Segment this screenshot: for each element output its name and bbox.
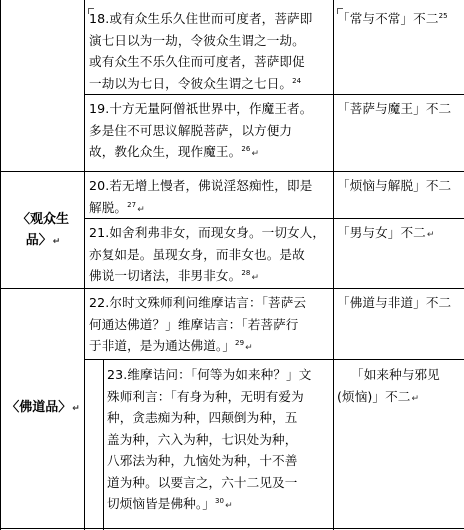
pair-cell-23: 「如来种与邪见 (烦恼)」不二↵ bbox=[337, 364, 464, 410]
passage-line: 何通达佛道？」维摩诘言：「若菩萨行 bbox=[89, 316, 299, 332]
passage-cell-19: 19.十方无量阿僧祇世界中，作魔王者。 多是住不可思议解脱菩萨，以方便力 故，教化众生，现作魔王。$^{26}$↵ bbox=[89, 98, 332, 166]
column-divider-section bbox=[84, 0, 85, 530]
footnote-ref: 28 bbox=[241, 268, 251, 277]
pair-label: (烦恼)」不二 bbox=[337, 388, 411, 404]
passage-line: 盖为种，六入为种，七识处为种， bbox=[107, 431, 298, 447]
passage-cell-23: 23.维摩诘问：「何等为如来种？」文 殊师利言：「有身为种，无明有爱为 种，贪恚痴为种，四颠倒为种，五 盖为种，六入为种，七识处为种， 八邪法为种，九恼处为种，十不善 道为种。以要言之，六十二见及一 切烦恼皆是佛种。」$^{30}$↵ bbox=[107, 364, 332, 518]
passage-line: 亦复如是。虽现女身，而非女也。是故 bbox=[89, 246, 305, 262]
passage-line: 19.十方无量阿僧祇世界中，作魔王者。 bbox=[89, 101, 313, 116]
passage-line: 多是住不可思议解脱菩萨，以方便力 bbox=[89, 122, 293, 138]
table-border-left bbox=[0, 0, 1, 530]
pair-label: 「烦恼与解脱」不二 bbox=[337, 178, 452, 193]
passage-line: 演七日以为一劫，令彼众生谓之一劫。 bbox=[89, 32, 305, 48]
passage-cell-18 bbox=[89, 8, 332, 94]
passage-cell-22: 22.尔时文殊师利问维摩诘言：「菩萨云 何通达佛道？」维摩诘言：「若菩萨行 于非道，是为通达佛道。」$^{29}$↵ bbox=[89, 292, 332, 360]
passage-line: 佛说一切诸法，非男非女。 bbox=[89, 268, 242, 283]
pair-label: 「佛道与非道」不二 bbox=[337, 295, 452, 310]
footnote-ref: 27 bbox=[127, 200, 137, 209]
pair-cell-19 bbox=[337, 98, 464, 120]
footnote-ref: 29 bbox=[235, 338, 245, 347]
column-divider-row23 bbox=[103, 360, 104, 530]
pair-cell-18 bbox=[337, 8, 464, 30]
passage-line: 22.尔时文殊师利问维摩诘言：「菩萨云 bbox=[89, 295, 307, 310]
footnote-ref: 25 bbox=[438, 11, 448, 20]
passage-line: 切烦恼皆是佛种。」 bbox=[107, 496, 215, 511]
passage-line: 道为种。以要言之，六十二见及一 bbox=[107, 474, 298, 490]
passage-line: 于非道，是为通达佛道。」 bbox=[89, 338, 236, 353]
pair-label: 「菩萨与魔王」不二 bbox=[337, 101, 452, 116]
section-label-fodao: 〈佛道品〉↵ bbox=[6, 400, 80, 415]
passage-line: 23.维摩诘问：「何等为如来种？」文 bbox=[107, 367, 312, 382]
pair-cell-20 bbox=[337, 175, 464, 197]
pair-label: 「男与女」不二 bbox=[337, 225, 426, 240]
passage-line: 21.如舍利弗非女，而现女身。一切女人， bbox=[89, 225, 326, 240]
passage-line: 一劫以为七日，令彼众生谓之七日。 bbox=[89, 75, 293, 91]
footnote-ref: 24 bbox=[292, 76, 302, 85]
pair-cell-22 bbox=[337, 292, 464, 314]
row-divider bbox=[84, 94, 464, 95]
passage-line: 殊师利言：「有身为种，无明有爱为 bbox=[107, 388, 304, 404]
passage-line: 八邪法为种，九恼处为种，十不善 bbox=[107, 453, 298, 468]
passage-line: 20.若无增上慢者，佛说淫怒痴性，即是 bbox=[89, 178, 313, 193]
section-divider bbox=[0, 171, 464, 172]
passage-cell-20: 20.若无增上慢者，佛说淫怒痴性，即是 解脱。$^{27}$↵ bbox=[89, 175, 332, 221]
column-divider-pair bbox=[333, 0, 334, 530]
passage-cell-21: 21.如舍利弗非女，而现女身。一切女人， 亦复如是。虽现女身，而非女也。是故 佛说一切诸法，非男非女。$^{28}$↵ bbox=[89, 222, 332, 290]
passage-line: 18.或有众生乐久住世而可度者，菩萨即 bbox=[89, 11, 313, 26]
passage-line: 或有众生不乐久住而可度者，菩萨即促 bbox=[89, 54, 305, 69]
passage-line: 解脱。 bbox=[89, 199, 128, 215]
pair-cell-21: 「男与女」不二↵ bbox=[337, 225, 435, 240]
pair-label: 「如来种与邪见 bbox=[351, 367, 440, 382]
passage-line: 种，贪恚痴为种，四颠倒为种，五 bbox=[107, 410, 298, 425]
pair-label: 「常与不常」不二 bbox=[337, 11, 439, 26]
passage-line: 故，教化众生，现作魔王。 bbox=[89, 144, 242, 159]
section-label-guanzhongsheng: 〈观众生 品〉↵ bbox=[16, 212, 69, 248]
footnote-ref: 26 bbox=[241, 144, 251, 153]
table-border-bottom bbox=[0, 528, 464, 529]
footnote-ref: 30 bbox=[214, 496, 225, 505]
